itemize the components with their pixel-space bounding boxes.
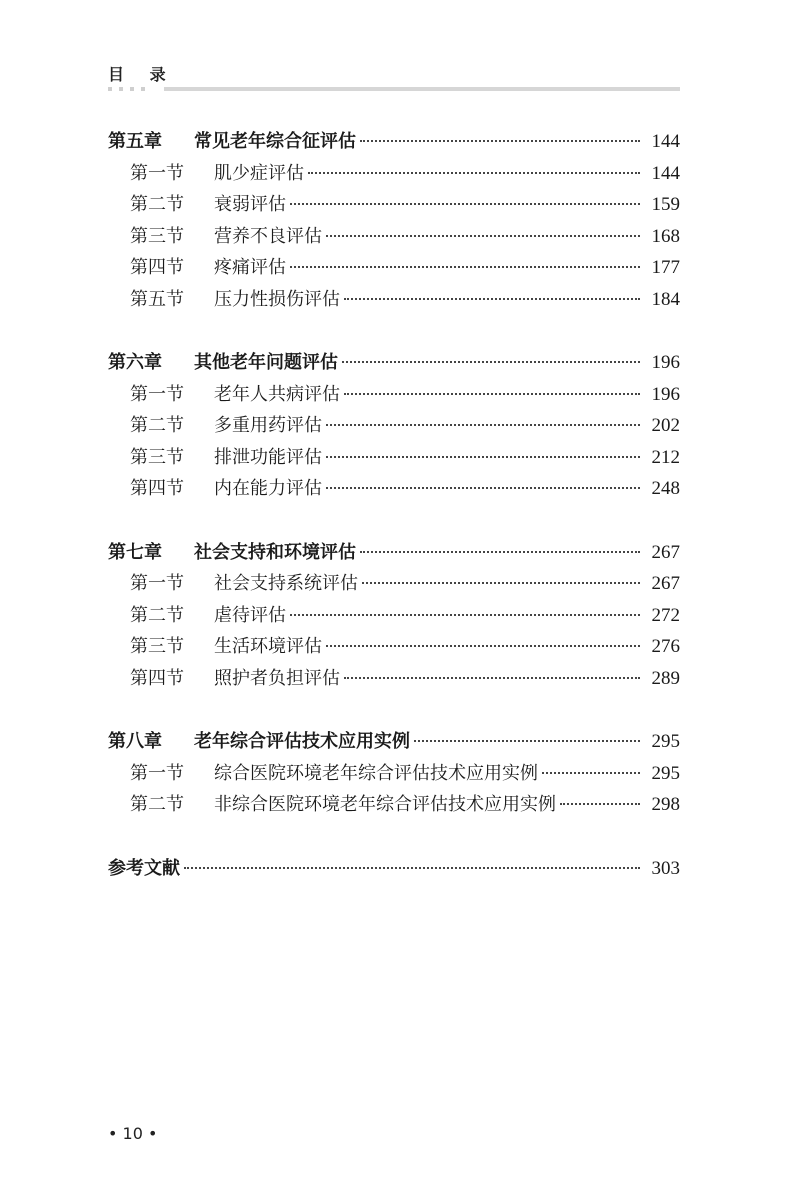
- chapter-block: [108, 538, 680, 696]
- section-number: 第四节: [130, 478, 184, 499]
- section-title: 肌少症评估: [214, 162, 304, 184]
- dot-leader: [362, 582, 640, 584]
- toc-references-entry[interactable]: [108, 854, 680, 886]
- page-number: 196: [651, 383, 680, 405]
- section-title: 排泄功能评估: [214, 446, 322, 468]
- chapter-number: 第七章: [108, 541, 162, 563]
- dot-leader: [290, 614, 640, 616]
- chapter-number: 第五章: [108, 131, 162, 152]
- page-number: 267: [651, 573, 680, 594]
- page-number: 248: [651, 478, 680, 499]
- page-number: 168: [651, 225, 680, 247]
- section-number: 第四节: [130, 667, 184, 689]
- section-number: 第一节: [130, 162, 184, 184]
- header-rule: [164, 87, 680, 91]
- toc-chapter-entry[interactable]: [108, 127, 680, 159]
- section-number: 第二节: [130, 194, 184, 215]
- chapter-title: 常见老年综合征评估: [194, 131, 356, 152]
- section-number: 第五节: [130, 288, 184, 310]
- dot-leader: [560, 803, 640, 805]
- section-title: 照护者负担评估: [214, 667, 340, 689]
- references-title: 参考文献: [108, 857, 180, 879]
- chapter-title: 其他老年问题评估: [194, 352, 338, 373]
- references-block: [108, 854, 680, 886]
- toc-chapter-entry[interactable]: [108, 727, 680, 759]
- section-number: 第二节: [130, 794, 184, 815]
- section-number: 第一节: [130, 573, 184, 594]
- section-title: 社会支持系统评估: [214, 573, 358, 594]
- section-number: 第三节: [130, 225, 184, 247]
- page-number: 202: [651, 415, 680, 436]
- header-dot-ornament: [108, 87, 145, 91]
- chapter-title: 老年综合评估技术应用实例: [194, 731, 410, 752]
- dot-leader: [360, 140, 640, 142]
- toc-section-entry[interactable]: [108, 285, 680, 317]
- toc-chapter-entry[interactable]: [108, 348, 680, 380]
- dot-leader: [344, 677, 640, 679]
- section-title: 衰弱评估: [214, 194, 286, 215]
- page-number: 159: [651, 194, 680, 215]
- toc-section-entry[interactable]: [108, 253, 680, 285]
- toc-section-entry[interactable]: [108, 159, 680, 191]
- dot-leader: [290, 203, 640, 205]
- section-number: 第三节: [130, 446, 184, 468]
- chapter-block: [108, 727, 680, 822]
- section-title: 营养不良评估: [214, 225, 322, 247]
- page-number: 272: [651, 604, 680, 626]
- page-number: 295: [651, 762, 680, 784]
- dot-leader: [542, 772, 640, 774]
- toc-section-entry[interactable]: [108, 569, 680, 601]
- dot-leader: [326, 235, 640, 237]
- toc-section-entry[interactable]: [108, 790, 680, 822]
- dot-leader: [344, 393, 640, 395]
- page-number: 298: [651, 794, 680, 815]
- section-title: 多重用药评估: [214, 415, 322, 436]
- toc-section-entry[interactable]: [108, 759, 680, 791]
- section-number: 第二节: [130, 604, 184, 626]
- toc-section-entry[interactable]: [108, 443, 680, 475]
- section-title: 非综合医院环境老年综合评估技术应用实例: [214, 794, 556, 815]
- table-of-contents: [108, 127, 680, 917]
- toc-section-entry[interactable]: [108, 632, 680, 664]
- toc-section-entry[interactable]: [108, 601, 680, 633]
- page-number: 276: [651, 636, 680, 657]
- section-title: 疼痛评估: [214, 257, 286, 278]
- section-title: 压力性损伤评估: [214, 288, 340, 310]
- dot-leader: [184, 867, 640, 869]
- page-number: 212: [651, 446, 680, 468]
- dot-leader: [326, 487, 640, 489]
- toc-section-entry[interactable]: [108, 664, 680, 696]
- section-number: 第一节: [130, 762, 184, 784]
- section-title: 综合医院环境老年综合评估技术应用实例: [214, 762, 538, 784]
- section-title: 虐待评估: [214, 604, 286, 626]
- section-title: 老年人共病评估: [214, 383, 340, 405]
- dot-leader: [360, 551, 640, 553]
- section-title: 生活环境评估: [214, 636, 322, 657]
- page-number: 295: [651, 731, 680, 752]
- toc-section-entry[interactable]: [108, 222, 680, 254]
- page-number: 144: [651, 131, 680, 152]
- chapter-block: [108, 127, 680, 316]
- chapter-title: 社会支持和环境评估: [194, 541, 356, 563]
- chapter-block: [108, 348, 680, 506]
- page-number: 184: [651, 288, 680, 310]
- toc-chapter-entry[interactable]: [108, 538, 680, 570]
- chapter-number: 第八章: [108, 731, 162, 752]
- page-number: 196: [651, 352, 680, 373]
- dot-leader: [342, 361, 640, 363]
- page-number: 267: [651, 541, 680, 563]
- dot-leader: [414, 740, 640, 742]
- dot-leader: [326, 424, 640, 426]
- dot-leader: [290, 266, 640, 268]
- page-number: 144: [651, 162, 680, 184]
- section-number: 第四节: [130, 257, 184, 278]
- dot-leader: [326, 645, 640, 647]
- section-number: 第三节: [130, 636, 184, 657]
- page-number: 177: [651, 257, 680, 278]
- toc-section-entry[interactable]: [108, 190, 680, 222]
- toc-heading: 目 录: [108, 65, 176, 84]
- section-number: 第二节: [130, 415, 184, 436]
- dot-leader: [326, 456, 640, 458]
- toc-section-entry[interactable]: [108, 411, 680, 443]
- dot-leader: [344, 298, 640, 300]
- toc-section-entry[interactable]: [108, 474, 680, 506]
- section-title: 内在能力评估: [214, 478, 322, 499]
- page-footer-number: • 10 •: [108, 1124, 158, 1143]
- toc-section-entry[interactable]: [108, 380, 680, 412]
- chapter-number: 第六章: [108, 352, 162, 373]
- page-number: 303: [651, 857, 680, 879]
- dot-leader: [308, 172, 640, 174]
- page-number: 289: [651, 667, 680, 689]
- page-header: [108, 60, 680, 96]
- section-number: 第一节: [130, 383, 184, 405]
